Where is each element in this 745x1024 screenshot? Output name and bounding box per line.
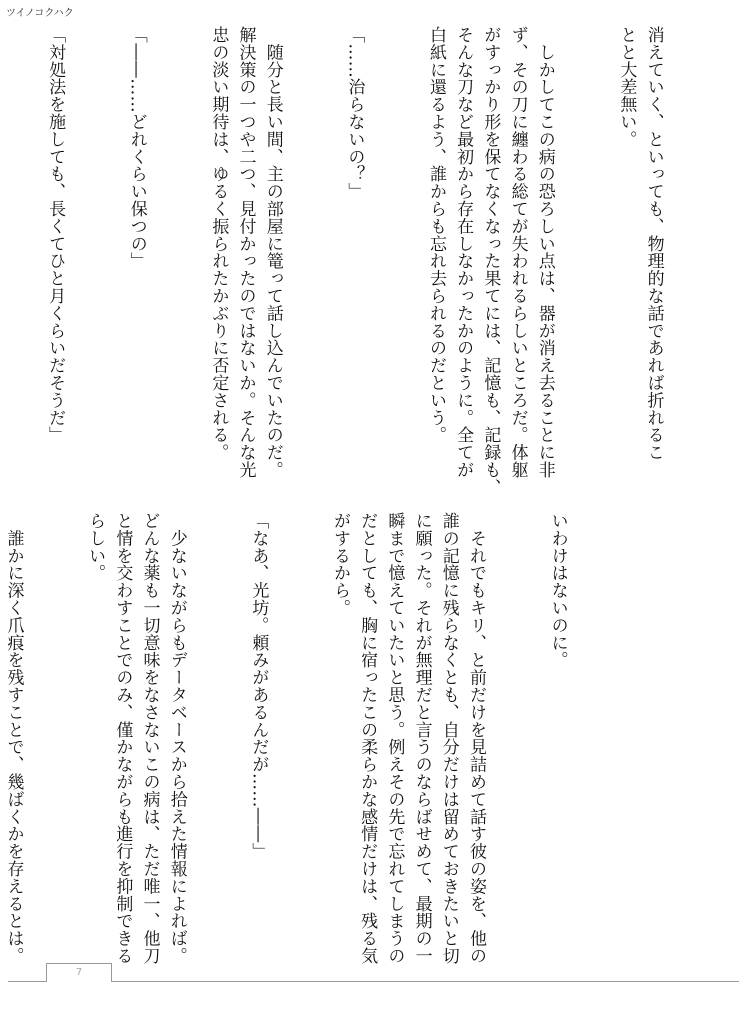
upper-text-block bbox=[0, 26, 721, 496]
paragraph: しかしてこの病の恐ろしい点は、器が消え去ることに非 ず、その刀に纏わる総てが失われるらしいところだ。体躯 がすっかり形を保てなくなった果てには、記憶も、記録も、 そんな刀など最初から存在しなかったかのように。全てが 白紙に還るよう、誰からも忘れ去られるのだという。 bbox=[425, 26, 555, 496]
paragraph: 「――……どれくらい保つの」 bbox=[126, 26, 147, 270]
paragraph: 「……治らないの？」 bbox=[344, 26, 365, 200]
paragraph: それでもキリ、と前だけを見詰めて話す彼の姿を、他の 誰の記憶に残らなくとも、自分だけは留めておきたいと切 に願った。それが無理だと言うのならばせめて、最期の一 瞬まで憶えていたいと思う。例えその先で忘れてしまうの だとしても、胸に宿ったこの柔らかな感情だけは、残る気 がするから。 bbox=[329, 512, 486, 965]
paragraph: 誰かに深く爪痕を残すことで、幾ばくかを存えるとは。 bbox=[3, 529, 24, 965]
page-number: 7 bbox=[46, 963, 112, 982]
paragraph: いわけはないのに。 bbox=[547, 512, 568, 669]
paragraph: 消えていく、といっても、物理的な話であれば折れるこ とと大差無い。 bbox=[616, 26, 664, 461]
paragraph: 「対処法を施しても、長くてひと月くらいだそうだ」 bbox=[45, 26, 66, 444]
lower-text-block bbox=[0, 512, 625, 965]
paragraph: 随分と長い間、主の部屋に篭って話し込んでいたのだ。 解決策の一つや二つ、見付かったのではないか。そんな光 忠の淡い期待は、ゆるく振られたかぶりに否定される。 bbox=[208, 26, 283, 479]
footer-divider bbox=[8, 981, 739, 982]
paragraph: 少ないながらもデータベースから拾えた情報によれば。 どんな薬も一切意味をなさないこの病は、ただ唯一、他刀 と情を交わすことでのみ、僅かながらも進行を抑制できる らしい。 bbox=[85, 512, 187, 965]
header-title: ツイノコクハク bbox=[6, 8, 74, 19]
paragraph: 「なあ、光坊。頼みがあるんだが……――」 bbox=[248, 512, 269, 860]
